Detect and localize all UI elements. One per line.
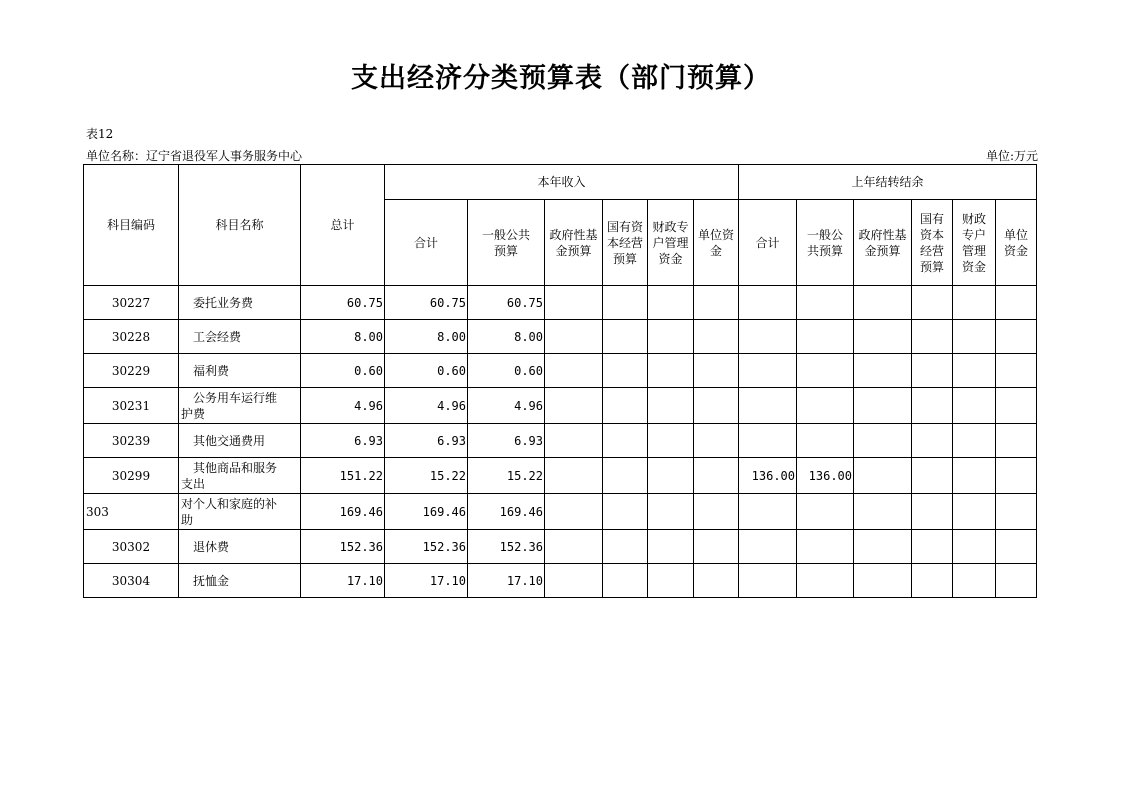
row-name-line-2: 护费 (181, 406, 206, 421)
row-carry-state-capital (912, 354, 953, 388)
row-total: 17.10 (301, 564, 385, 598)
row-carry-general (797, 424, 854, 458)
row-carry-general (797, 320, 854, 354)
row-general: 60.75 (468, 286, 545, 320)
page-title: 支出经济分类预算表（部门预算） (351, 63, 771, 94)
row-unit-fund (694, 320, 739, 354)
row-carry-gov-fund (854, 286, 912, 320)
row-total: 4.96 (301, 388, 385, 424)
row-general: 15.22 (468, 458, 545, 494)
row-carry-special-acct (953, 458, 996, 494)
row-carry-sum (739, 564, 797, 598)
row-total: 60.75 (301, 286, 385, 320)
row-special-acct (648, 354, 694, 388)
row-state-capital (603, 388, 648, 424)
table-number: 表12 (86, 127, 114, 141)
row-carry-special-acct (953, 354, 996, 388)
row-general: 0.60 (468, 354, 545, 388)
row-carry-general: 136.00 (797, 458, 854, 494)
row-total: 0.60 (301, 354, 385, 388)
table-row (84, 530, 1037, 564)
row-carry-general (797, 494, 854, 530)
row-state-capital (603, 286, 648, 320)
row-carry-sum (739, 388, 797, 424)
table-row (84, 388, 1037, 424)
row-carry-unit-fund (996, 424, 1037, 458)
row-carry-sum (739, 494, 797, 530)
row-sum: 4.96 (385, 388, 468, 424)
row-name-line-2: 助 (181, 512, 194, 527)
row-carry-sum (739, 286, 797, 320)
row-total: 151.22 (301, 458, 385, 494)
row-special-acct (648, 424, 694, 458)
row-carry-special-acct (953, 388, 996, 424)
row-special-acct (648, 388, 694, 424)
row-state-capital (603, 320, 648, 354)
row-sum: 169.46 (385, 494, 468, 530)
unit-label: 单位:万元 (985, 149, 1038, 163)
row-carry-special-acct (953, 494, 996, 530)
header-current-gov-fund: 政府性基金预算 (545, 200, 603, 286)
row-code: 30229 (84, 354, 179, 388)
row-carry-unit-fund (996, 388, 1037, 424)
row-name: 抚恤金 (179, 564, 301, 598)
row-sum: 6.93 (385, 424, 468, 458)
row-carry-general (797, 286, 854, 320)
row-carry-gov-fund (854, 564, 912, 598)
row-code: 30302 (84, 530, 179, 564)
row-name-line-1: 对个人和家庭的补 (181, 496, 278, 511)
row-carry-special-acct (953, 530, 996, 564)
row-gov-fund (545, 458, 603, 494)
row-unit-fund (694, 388, 739, 424)
row-carry-unit-fund (996, 320, 1037, 354)
row-gov-fund (545, 286, 603, 320)
row-sum: 15.22 (385, 458, 468, 494)
row-special-acct (648, 458, 694, 494)
row-special-acct (648, 564, 694, 598)
row-carry-gov-fund (854, 320, 912, 354)
row-carry-special-acct (953, 564, 996, 598)
row-carry-general (797, 388, 854, 424)
row-carry-sum: 136.00 (739, 458, 797, 494)
row-code: 30239 (84, 424, 179, 458)
row-carry-state-capital (912, 458, 953, 494)
row-carry-general (797, 564, 854, 598)
table-row (84, 424, 1037, 458)
row-code: 30304 (84, 564, 179, 598)
row-unit-fund (694, 286, 739, 320)
table-row (84, 320, 1037, 354)
header-code: 科目编码 (84, 165, 179, 286)
row-gov-fund (545, 320, 603, 354)
row-state-capital (603, 530, 648, 564)
row-sum: 8.00 (385, 320, 468, 354)
row-name-line-1: 其他商品和服务 (193, 460, 278, 475)
header-carry-general: 一般公共预算 (797, 200, 854, 286)
row-general: 4.96 (468, 388, 545, 424)
row-general: 152.36 (468, 530, 545, 564)
row-special-acct (648, 530, 694, 564)
row-sum: 152.36 (385, 530, 468, 564)
row-carry-gov-fund (854, 494, 912, 530)
row-total: 6.93 (301, 424, 385, 458)
row-sum: 17.10 (385, 564, 468, 598)
row-code: 303 (84, 494, 179, 530)
row-sum: 0.60 (385, 354, 468, 388)
row-carry-unit-fund (996, 354, 1037, 388)
row-carry-state-capital (912, 564, 953, 598)
row-code: 30227 (84, 286, 179, 320)
row-carry-gov-fund (854, 354, 912, 388)
row-unit-fund (694, 494, 739, 530)
row-carry-state-capital (912, 286, 953, 320)
header-name: 科目名称 (179, 165, 301, 286)
row-gov-fund (545, 494, 603, 530)
row-gov-fund (545, 388, 603, 424)
row-carry-general (797, 354, 854, 388)
row-gov-fund (545, 354, 603, 388)
row-carry-sum (739, 354, 797, 388)
table-row (84, 494, 1037, 530)
row-carry-special-acct (953, 320, 996, 354)
row-carry-general (797, 530, 854, 564)
row-gov-fund (545, 424, 603, 458)
row-name: 退休费 (179, 530, 301, 564)
table-row (84, 286, 1037, 320)
row-gov-fund (545, 530, 603, 564)
row-unit-fund (694, 458, 739, 494)
row-special-acct (648, 320, 694, 354)
header-carry-gov-fund: 政府性基金预算 (854, 200, 912, 286)
row-name-line-2: 支出 (181, 476, 206, 491)
row-state-capital (603, 354, 648, 388)
row-state-capital (603, 424, 648, 458)
row-carry-sum (739, 320, 797, 354)
row-state-capital (603, 494, 648, 530)
header-current-special-acct: 财政专户管理资金 (648, 200, 694, 286)
row-sum: 60.75 (385, 286, 468, 320)
row-carry-unit-fund (996, 458, 1037, 494)
row-carry-state-capital (912, 388, 953, 424)
row-general: 6.93 (468, 424, 545, 458)
table-row (84, 354, 1037, 388)
table-row (84, 458, 1037, 494)
row-carry-unit-fund (996, 564, 1037, 598)
row-total: 8.00 (301, 320, 385, 354)
row-special-acct (648, 286, 694, 320)
row-code: 30231 (84, 388, 179, 424)
row-name: 委托业务费 (179, 286, 301, 320)
header-carry-sum: 合计 (739, 200, 797, 286)
row-general: 169.46 (468, 494, 545, 530)
header-total: 总计 (301, 165, 385, 286)
row-carry-special-acct (953, 424, 996, 458)
header-current-unit-fund: 单位资金 (694, 200, 739, 286)
row-total: 169.46 (301, 494, 385, 530)
row-name: 工会经费 (179, 320, 301, 354)
row-carry-sum (739, 530, 797, 564)
row-state-capital (603, 458, 648, 494)
row-gov-fund (545, 564, 603, 598)
row-carry-state-capital (912, 530, 953, 564)
unit-name: 单位名称：辽宁省退役军人事务服务中心 (86, 149, 303, 163)
row-name (179, 494, 301, 530)
row-carry-state-capital (912, 320, 953, 354)
row-carry-unit-fund (996, 530, 1037, 564)
row-general: 8.00 (468, 320, 545, 354)
row-general: 17.10 (468, 564, 545, 598)
row-unit-fund (694, 530, 739, 564)
row-total: 152.36 (301, 530, 385, 564)
header-carry-special-acct: 财政专户管理资金 (953, 200, 996, 286)
budget-table (83, 164, 1037, 598)
row-carry-unit-fund (996, 494, 1037, 530)
row-carry-gov-fund (854, 424, 912, 458)
row-code: 30228 (84, 320, 179, 354)
row-carry-gov-fund (854, 388, 912, 424)
header-carry-unit-fund: 单位资金 (996, 200, 1037, 286)
row-carry-state-capital (912, 424, 953, 458)
row-special-acct (648, 494, 694, 530)
row-carry-unit-fund (996, 286, 1037, 320)
table-row (84, 564, 1037, 598)
row-carry-gov-fund (854, 530, 912, 564)
header-current-year: 本年收入 (385, 165, 739, 200)
header-current-sum: 合计 (385, 200, 468, 286)
row-carry-gov-fund (854, 458, 912, 494)
row-name (179, 458, 301, 494)
row-unit-fund (694, 354, 739, 388)
row-state-capital (603, 564, 648, 598)
row-name: 其他交通费用 (179, 424, 301, 458)
header-current-general: 一般公共预算 (468, 200, 545, 286)
row-carry-special-acct (953, 286, 996, 320)
header-current-state-capital: 国有资本经营预算 (603, 200, 648, 286)
row-name-line-1: 公务用车运行维 (193, 390, 278, 405)
row-unit-fund (694, 564, 739, 598)
row-carry-state-capital (912, 494, 953, 530)
row-unit-fund (694, 424, 739, 458)
row-name: 福利费 (179, 354, 301, 388)
row-name (179, 388, 301, 424)
header-carry-state-capital: 国有资本经营预算 (912, 200, 953, 286)
row-code: 30299 (84, 458, 179, 494)
row-carry-sum (739, 424, 797, 458)
header-carryover: 上年结转结余 (739, 165, 1037, 200)
